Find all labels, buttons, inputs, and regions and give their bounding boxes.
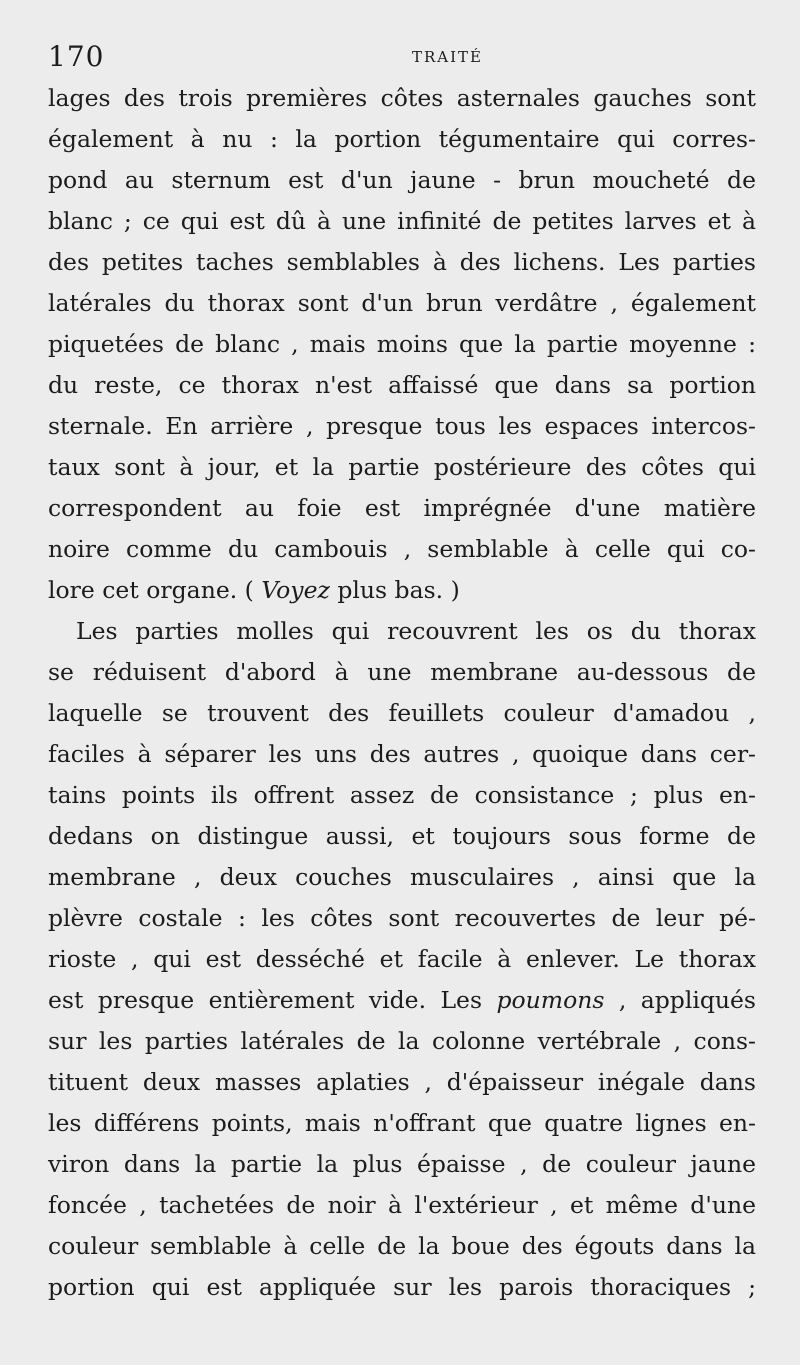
text-line-content: est presque entièrement vide. Les xyxy=(48,986,497,1014)
italic-word: poumons xyxy=(496,986,605,1014)
text-line xyxy=(48,611,756,652)
text-line xyxy=(48,652,756,693)
body-text xyxy=(48,78,756,1308)
text-line xyxy=(48,365,756,406)
text-line xyxy=(48,1267,756,1308)
text-line-content: les différens points, mais n'offrant que quatre lignes en- xyxy=(48,1109,756,1137)
text-line-content: Les parties molles qui recouvrent les os du thorax xyxy=(76,617,756,645)
text-line-content: tains points ils offrent assez de consistance ; plus en- xyxy=(48,781,756,809)
text-line-content: pond au sternum est d'un jaune - brun moucheté de xyxy=(48,166,756,194)
running-head: TRAITÉ xyxy=(412,48,484,66)
text-line-content: lages des trois premières côtes asternales gauches sont xyxy=(48,84,756,112)
text-line xyxy=(48,242,756,283)
page-number: 170 xyxy=(48,40,105,73)
text-line-content: membrane , deux couches musculaires , ainsi que la xyxy=(48,863,756,891)
text-line xyxy=(48,406,756,447)
text-line xyxy=(48,324,756,365)
text-line xyxy=(48,488,756,529)
text-line xyxy=(48,570,756,611)
text-line xyxy=(48,447,756,488)
text-line xyxy=(48,1144,756,1185)
text-line-content: latérales du thorax sont d'un brun verdâtre , également xyxy=(48,289,756,317)
text-line xyxy=(48,529,756,570)
text-line-content: piquetées de blanc , mais moins que la partie moyenne : xyxy=(48,330,756,358)
text-line xyxy=(48,201,756,242)
text-line-content: lore cet organe. ( xyxy=(48,576,262,604)
text-line xyxy=(48,1226,756,1267)
text-line-content: du reste, ce thorax n'est affaissé que dans sa portion xyxy=(48,371,756,399)
text-line-content: également à nu : la portion tégumentaire qui corres- xyxy=(48,125,756,153)
text-line-content: noire comme du cambouis , semblable à celle qui co- xyxy=(48,535,756,563)
text-line xyxy=(48,78,756,119)
text-line-content: rioste , qui est desséché et facile à enlever. Le thorax xyxy=(48,945,756,973)
text-line-continuation: plus bas. ) xyxy=(329,576,460,604)
text-line xyxy=(48,1021,756,1062)
text-line-content: se réduisent d'abord à une membrane au-dessous de xyxy=(48,658,756,686)
text-line-content: laquelle se trouvent des feuillets couleur d'amadou , xyxy=(48,699,756,727)
text-line-continuation: , appliqués xyxy=(604,986,756,1014)
text-line xyxy=(48,980,756,1021)
text-line xyxy=(48,734,756,775)
text-line xyxy=(48,857,756,898)
text-line-content: viron dans la partie la plus épaisse , de couleur jaune xyxy=(48,1150,756,1178)
text-line-content: tituent deux masses aplaties , d'épaisseur inégale dans xyxy=(48,1068,756,1096)
text-line xyxy=(48,693,756,734)
text-line xyxy=(48,1185,756,1226)
text-line-content: des petites taches semblables à des lichens. Les parties xyxy=(48,248,756,276)
text-line-content: sur les parties latérales de la colonne vertébrale , cons- xyxy=(48,1027,756,1055)
text-line xyxy=(48,283,756,324)
text-line-content: plèvre costale : les côtes sont recouvertes de leur pé- xyxy=(48,904,756,932)
text-line xyxy=(48,898,756,939)
text-line-content: faciles à séparer les uns des autres , quoique dans cer- xyxy=(48,740,756,768)
text-line-content: taux sont à jour, et la partie postérieure des côtes qui xyxy=(48,453,756,481)
text-line-content: blanc ; ce qui est dû à une infinité de petites larves et à xyxy=(48,207,756,235)
text-line-content: correspondent au foie est imprégnée d'une matière xyxy=(48,494,756,522)
text-line-content: couleur semblable à celle de la boue des égouts dans la xyxy=(48,1232,756,1260)
text-line xyxy=(48,816,756,857)
text-line xyxy=(48,119,756,160)
text-line xyxy=(48,775,756,816)
text-line xyxy=(48,1103,756,1144)
text-line xyxy=(48,939,756,980)
text-line xyxy=(48,1062,756,1103)
page-header xyxy=(48,40,752,76)
italic-word: Voyez xyxy=(261,576,330,604)
text-line xyxy=(48,160,756,201)
text-line-content: sternale. En arrière , presque tous les espaces intercos- xyxy=(48,412,756,440)
text-line-content: portion qui est appliquée sur les parois thoraciques ; xyxy=(48,1273,756,1301)
text-line-content: foncée , tachetées de noir à l'extérieur , et même d'une xyxy=(48,1191,756,1219)
text-line-content: dedans on distingue aussi, et toujours sous forme de xyxy=(48,822,756,850)
